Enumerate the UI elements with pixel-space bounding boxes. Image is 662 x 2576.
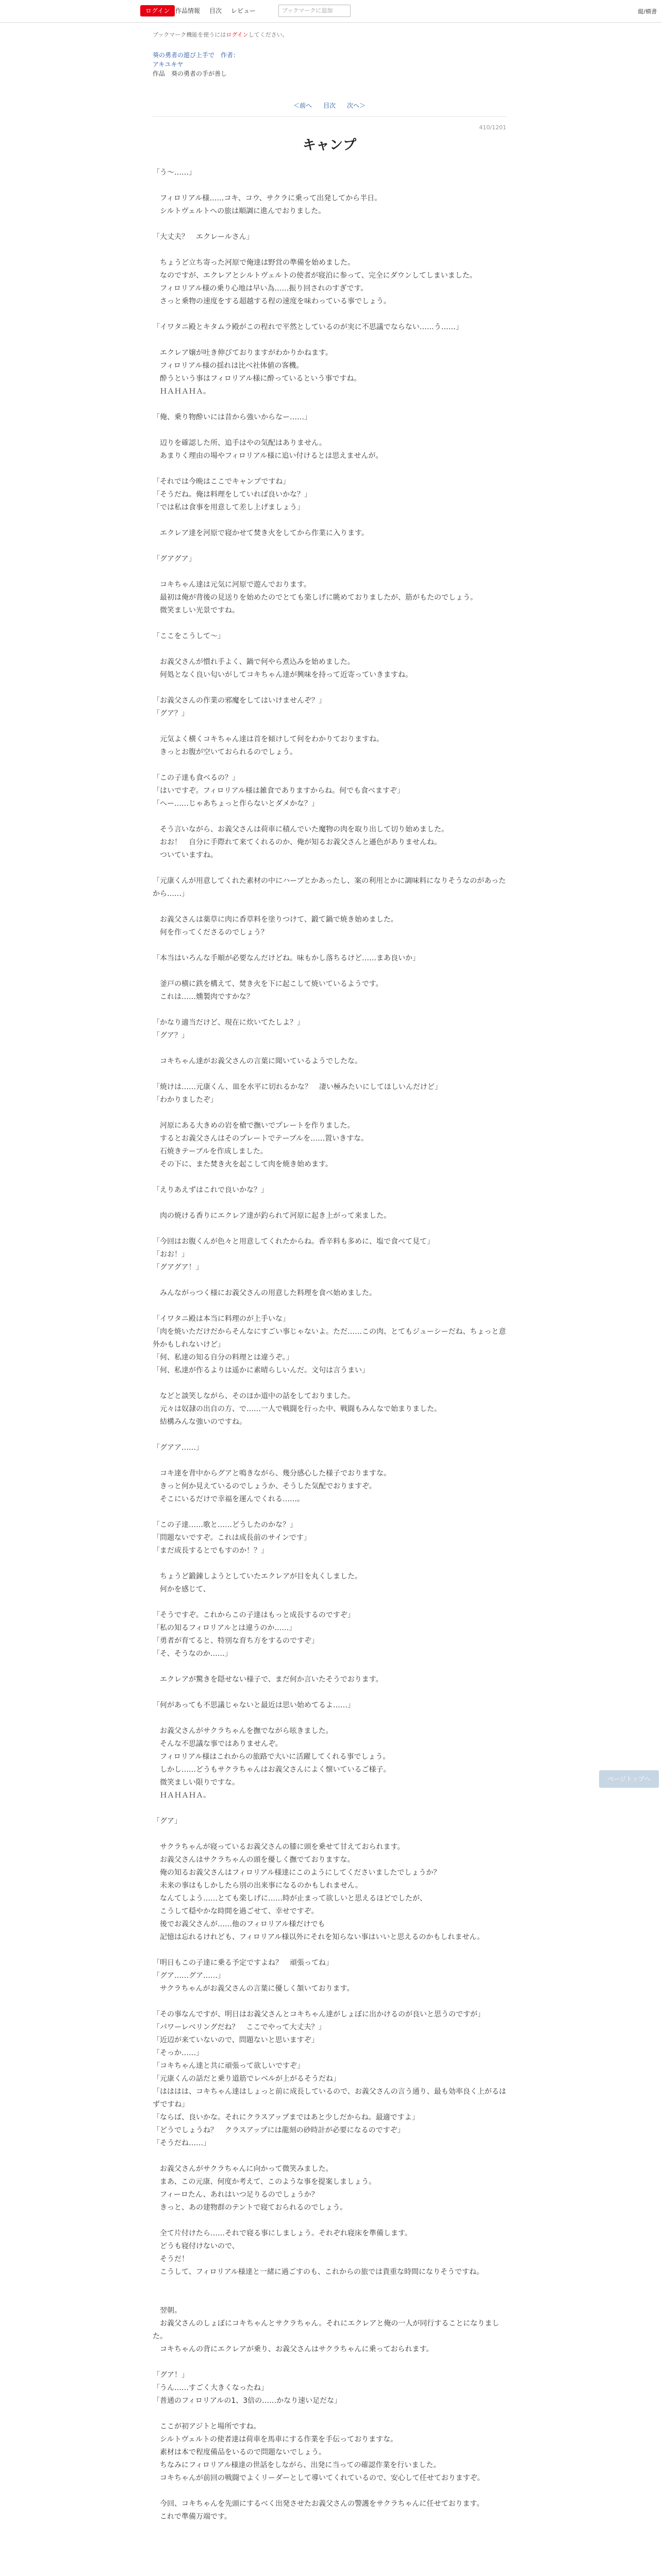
body-paragraph: 河原にある大きめの岩を槍で撫いでプレートを作りました。 bbox=[153, 1122, 355, 1130]
body-paragraph bbox=[153, 1068, 506, 1081]
body-paragraph: 翌朝。 bbox=[153, 2307, 181, 2315]
body-paragraph bbox=[153, 1197, 506, 1210]
body-paragraph bbox=[153, 810, 506, 823]
body-paragraph: 「グア」 bbox=[153, 1817, 181, 1825]
body-paragraph: 肉の焼ける香りにエクレア達が釣られて河原に起き上がって来ました。 bbox=[153, 1212, 391, 1220]
body-paragraph bbox=[153, 1802, 506, 1815]
author-link[interactable]: アキユキヤ bbox=[153, 61, 184, 68]
body-paragraph: 「そうだね。俺は料理をしていれば良いかな？」 bbox=[153, 490, 311, 499]
body-paragraph: 記憶は忘れるけれども、フィロリアル様以外にそれを知らない事はいいと思えるのかもしれません。 bbox=[153, 1933, 485, 1941]
body-paragraph bbox=[153, 566, 506, 579]
body-paragraph: 「うん……すごく大きくなったね」 bbox=[153, 2384, 268, 2392]
body-paragraph: 微笑ましい光景ですね。 bbox=[153, 606, 239, 615]
body-paragraph: 「ならば、良いかな。それにクラスアップまではあと少しだからね。最適ですよ」 bbox=[153, 2113, 419, 2122]
body-paragraph: コキちゃんが前回の戦闘でよくリーダーとして導いてくれているので、安心して任せておりますぞ。 bbox=[153, 2474, 485, 2482]
nav-work-info[interactable]: 作品情報 bbox=[175, 7, 201, 14]
body-paragraph: 元気よく横くコキちゃん達は首を傾けして何をわかりておりますね。 bbox=[153, 735, 384, 743]
body-paragraph: そんな不思議な事ではありませんぞ。 bbox=[153, 1740, 283, 1748]
body-paragraph: サクラちゃんが寝っているお義父さんの膝に頭を乗せて甘えておられます。 bbox=[153, 1843, 405, 1851]
body-paragraph: お義父さんがサクラちゃんを撫でながら呟きました。 bbox=[153, 1727, 333, 1735]
body-paragraph: 「近辺が来ていないので、問題ないと思いますぞ」 bbox=[153, 2036, 319, 2044]
body-paragraph bbox=[153, 1004, 506, 1016]
body-paragraph: 「普通のフィロリアルの1、3倍の……かなり速い足だな」 bbox=[153, 2397, 342, 2405]
body-paragraph: 「元康くんが用意してくれた素材の中にハーブとかあったし、案の利用とかに調味料になりそうなのがあったから……」 bbox=[153, 877, 506, 898]
body-paragraph: フィーロたん、あれはいつ足りるのでしょうか？ bbox=[153, 2191, 319, 2199]
body-paragraph bbox=[153, 1300, 506, 1313]
body-paragraph: シルトヴェルトの使者達は荷車を馬車にする作業を手伝っておりますな。 bbox=[153, 2435, 398, 2444]
body-paragraph: 「そうですぞ。これからこの子達はもっと成長するのですぞ」 bbox=[153, 1611, 355, 1619]
body-paragraph bbox=[153, 759, 506, 772]
body-paragraph: なんてしよう……とても楽しげに……時が止まって欲しいと思えるほどでしたが、 bbox=[153, 1894, 427, 1903]
body-paragraph: エクレア達を河原で寝かせて焚き火をしてから作業に入ります。 bbox=[153, 529, 369, 537]
body-paragraph bbox=[153, 1828, 506, 1841]
body-paragraph: きっと、あの建物群のテントで寝ておられるのでしょう。 bbox=[153, 2204, 347, 2212]
body-paragraph: フィロリアル様はこれからの旅路で大いに活躍してくれる事でしょう。 bbox=[153, 1753, 390, 1761]
toc-link[interactable]: 目次 bbox=[323, 102, 336, 109]
page-count: 410/1201 bbox=[479, 124, 506, 131]
body-paragraph bbox=[153, 334, 506, 347]
body-paragraph: 「う〜……」 bbox=[153, 168, 196, 177]
bookmark-add-box[interactable]: ブックマークに追加 bbox=[278, 5, 351, 17]
nav-toc[interactable]: 目次 bbox=[209, 7, 222, 14]
body-paragraph bbox=[153, 643, 506, 656]
body-paragraph: フィロリアル様の乗り心地は早い為……振り回されのすぎです。 bbox=[153, 284, 368, 293]
body-paragraph: 「おお！」 bbox=[153, 1250, 189, 1259]
body-paragraph: 最初は俺が背後の見送りを始めたのでとても楽しげに眺めておりましたが、筋がもたのでしょう。 bbox=[153, 594, 477, 602]
body-paragraph bbox=[153, 901, 506, 913]
body-paragraph: お義父さんはサクラちゃんの頭を優しく撫でておりますな。 bbox=[153, 1856, 355, 1864]
body-paragraph bbox=[153, 2279, 506, 2292]
body-paragraph bbox=[153, 1944, 506, 1957]
body-paragraph: その下に、また焚き火を起こして肉を焼き始めます。 bbox=[153, 1160, 333, 1168]
prev-chapter-link[interactable]: ＜前へ bbox=[293, 102, 312, 109]
body-paragraph: そう言いながら、お義父さんは荷車に積んでいた魔物の肉を取り出して切り始めました。 bbox=[153, 825, 449, 834]
body-paragraph: 俺の知るお義父さんはフィロリアル様達にこのようにしてくださいましたでしょうか？ bbox=[153, 1869, 441, 1877]
body-paragraph: 結構みんな強いのですね。 bbox=[153, 1418, 246, 1426]
body-paragraph: 「グアア……」 bbox=[153, 1444, 203, 1452]
body-paragraph bbox=[153, 1223, 506, 1235]
body-paragraph bbox=[153, 1171, 506, 1184]
body-paragraph: お義父さんがサクラちゃんに向かって微笑みました。 bbox=[153, 2165, 333, 2173]
body-paragraph: 「問題ないですぞ。これは成長前のサインです」 bbox=[153, 1534, 311, 1542]
vertical-horizontal-toggle[interactable]: 縦/横書 bbox=[638, 8, 657, 15]
body-paragraph: 未来の事はもしかしたら別の出来事になるのかもしれません。 bbox=[153, 1882, 362, 1890]
body-paragraph bbox=[153, 514, 506, 527]
body-paragraph: 「明日もこの子達に乗る予定ですよね？ 頑張ってね」 bbox=[153, 1959, 333, 1967]
notice-suffix: してください。 bbox=[248, 31, 288, 38]
body-paragraph: 「この子達も食べるの？」 bbox=[153, 774, 239, 782]
body-paragraph: きっとお腹が空いておられるのでしょう。 bbox=[153, 748, 297, 756]
body-paragraph: 「そうだね……」 bbox=[153, 2139, 210, 2147]
body-paragraph: ちなみにフィロリアル様達の世話をしながら、出発に当っての確認作業を行いました。 bbox=[153, 2461, 441, 2469]
body-paragraph bbox=[153, 2150, 506, 2163]
body-paragraph: こうして、フィロリアル様達と一緒に過ごすのも、これからの旅では貴重な時間になりそうですね。 bbox=[153, 2268, 484, 2276]
body-paragraph bbox=[153, 2485, 506, 2498]
body-paragraph: 「お義父さんの作業の邪魔をしてはいけませんぞ？」 bbox=[153, 697, 326, 705]
page-top-button[interactable]: ページトップへ bbox=[599, 1770, 659, 1788]
login-notice bbox=[153, 31, 506, 39]
chapter-pager bbox=[153, 101, 506, 110]
body-paragraph bbox=[153, 2356, 506, 2369]
body-paragraph bbox=[153, 424, 506, 437]
body-paragraph: 何を作ってくださるのでしょう？ bbox=[153, 928, 268, 937]
body-paragraph: 微笑ましい限りですな。 bbox=[153, 1778, 239, 1787]
body-paragraph: 元々は奴隷の出自の方、で……一人で戦闘を行った中、戦闘もみんなで始まりました。 bbox=[153, 1405, 441, 1413]
body-paragraph: きっと何か見えているのでしょうか、そうした気配でおりますぞ。 bbox=[153, 1482, 376, 1490]
body-paragraph: 「勇者が育てると、特別な育ち方をするのですぞ」 bbox=[153, 1637, 319, 1645]
body-paragraph: 素材は本で程度備品をいるので問題ないでしょう。 bbox=[153, 2448, 326, 2456]
body-paragraph: シルトヴェルトへの旅は順調に進んでおりました。 bbox=[153, 207, 326, 215]
body-paragraph: 「今回はお腹くんが色々と用意してくれたからね。香辛料も多めに、塩で食べて見て」 bbox=[153, 1238, 434, 1246]
body-paragraph: フィロリアル様……コキ、コウ、サクラに乗って出発してから半日。 bbox=[153, 194, 382, 202]
body-paragraph bbox=[153, 1274, 506, 1287]
body-paragraph bbox=[153, 463, 506, 476]
body-paragraph: 釜戸の横に鉄を構えて、焚き火を下に起こして焼いているようです。 bbox=[153, 980, 383, 988]
body-paragraph: そうだ！ bbox=[153, 2255, 189, 2263]
body-paragraph bbox=[153, 939, 506, 952]
body-paragraph: 「その事なんですが、明日はお義父さんとコキちゃん達がしょぼに出かけるのが良いと思うのですが」 bbox=[153, 2010, 485, 2019]
body-paragraph: 「俺、乗り物酔いには昔から強いからなー……」 bbox=[153, 413, 311, 421]
body-paragraph bbox=[153, 398, 506, 411]
body-paragraph: コキちゃん達がお義父さんの言葉に聞いているようでしたな。 bbox=[153, 1057, 362, 1065]
work-subtitle: 作品 葵の勇者の手が善し bbox=[153, 70, 227, 77]
body-paragraph: 「はははは、コキちゃん達はしょっと前に成長しているので、お義父さんの言う通り、最も効率良く上がるはずですね」 bbox=[153, 2088, 506, 2109]
nav-review[interactable]: レビュー bbox=[231, 7, 256, 14]
body-paragraph: コキちゃんの背にエクレアが乗り、お義父さんはサクラちゃんに乗っておられます。 bbox=[153, 2345, 434, 2353]
body-paragraph bbox=[153, 1107, 506, 1120]
body-paragraph: 「パワーレベリングだね？ ここでやって大丈夫？」 bbox=[153, 2023, 326, 2031]
body-paragraph: ついていますね。 bbox=[153, 851, 218, 859]
body-paragraph: 「グア！」 bbox=[153, 2371, 189, 2379]
body-paragraph: 「グア？」 bbox=[153, 709, 189, 718]
body-paragraph: 「元康くんの話だと乗り道筋でレベルが上がるそうだね」 bbox=[153, 2075, 340, 2083]
body-paragraph: サクラちゃんがお義父さんの言葉に優しく頷いております。 bbox=[153, 1985, 354, 1993]
body-paragraph: 「本当はいろんな手順が必要なんだけどね。味もかし落ちるけど……まあ良いか」 bbox=[153, 954, 420, 962]
body-paragraph: 「まだ成長するとでもすのか！？」 bbox=[153, 1547, 268, 1555]
body-paragraph: なのですが、エクレアとシルトヴェルトの使者が寝泊に参って、完全にダウンしてしまいました。 bbox=[153, 272, 477, 280]
body-paragraph: ちょうど立ち寄った河原で俺達は野営の準備を始めました。 bbox=[153, 259, 355, 267]
body-paragraph: 「グア？」 bbox=[153, 1031, 189, 1040]
body-paragraph: 「私の知るフィロリアルとは違うのか……」 bbox=[153, 1624, 296, 1632]
body-paragraph bbox=[153, 2292, 506, 2304]
notice-login-link[interactable]: ログイン bbox=[226, 31, 249, 38]
body-paragraph: 何かを感じて、 bbox=[153, 1585, 210, 1594]
body-paragraph bbox=[153, 308, 506, 321]
body-paragraph: 「そっか……」 bbox=[153, 2049, 203, 2057]
body-paragraph bbox=[153, 1506, 506, 1519]
body-paragraph: これは……燻製肉ですかな？ bbox=[153, 993, 254, 1001]
chapter-title: キャンプ bbox=[302, 138, 356, 153]
notice-prefix: ブックマーク機能を使うには bbox=[153, 31, 226, 38]
body-paragraph: 「それでは今晩はここでキャンプですね」 bbox=[153, 478, 290, 486]
body-paragraph: 「この子達……歌と……どうしたのかな？」 bbox=[153, 1521, 297, 1529]
body-paragraph: コキちゃん達は元気に河原で遊んでおります。 bbox=[153, 581, 311, 589]
body-paragraph bbox=[153, 965, 506, 978]
body-paragraph bbox=[153, 1712, 506, 1725]
body-paragraph bbox=[153, 862, 506, 875]
body-paragraph bbox=[153, 1377, 506, 1390]
body-paragraph: お義父さんが慣れ手よく、鍋で何やら煮込みを始めました。 bbox=[153, 658, 355, 666]
body-paragraph: 「イワタニ殿は本当に料理のが上手いな」 bbox=[153, 1315, 290, 1323]
main-content bbox=[153, 31, 506, 2523]
body-paragraph bbox=[153, 1557, 506, 1570]
body-paragraph: しかし……どうもサクラちゃんはお義父さんによく懐いているご様子。 bbox=[153, 1766, 391, 1774]
body-paragraph: コキ達を背中からグアと鳴きながら、幾分感心した様子でおりますな。 bbox=[153, 1469, 391, 1478]
body-paragraph: 「コキちゃん達と共に頑張って欲しいですぞ」 bbox=[153, 2062, 304, 2070]
body-paragraph: 「えりあえずはこれで良いかな？」 bbox=[153, 1186, 268, 1194]
body-paragraph bbox=[153, 2408, 506, 2420]
body-paragraph: 「何、私達が作るよりは遥かに素晴らしいんだ。文句は言うまい」 bbox=[153, 1366, 369, 1375]
body-paragraph bbox=[153, 720, 506, 733]
body-paragraph: 「グアグア」 bbox=[153, 555, 196, 563]
body-paragraph: 酔うという事はフィロリアル様に酔っているという事ですね。 bbox=[153, 375, 361, 383]
body-paragraph bbox=[153, 617, 506, 630]
body-paragraph: 「グア……グア……」 bbox=[153, 1972, 225, 1980]
body-paragraph bbox=[153, 1454, 506, 1467]
body-paragraph: 辺りを確認した所、追手はやの気配はありません。 bbox=[153, 439, 326, 447]
next-chapter-link[interactable]: 次へ＞ bbox=[347, 102, 366, 109]
body-paragraph: 「グアグア！」 bbox=[153, 1263, 203, 1272]
body-paragraph bbox=[153, 1042, 506, 1055]
body-paragraph: 「肉を焼いただけだからそんなにすごい事じゃないよ。ただ……この肉、とてもジューシーだね、ちょっと意外かもしれないけど」 bbox=[153, 1328, 506, 1349]
body-paragraph: 石焼きテーブルを作成しました。 bbox=[153, 1147, 268, 1156]
top-navigation-bar bbox=[0, 0, 662, 23]
body-paragraph: エクレアが驚きを隠せない様子で、まだ何か言いたそうでおります。 bbox=[153, 1675, 383, 1684]
body-paragraph bbox=[153, 244, 506, 257]
body-paragraph: 「へー……じゃあちょっと作らないとダメかな？」 bbox=[153, 800, 319, 808]
body-paragraph: 「はいですぞ。フィロリアル様は雑食でありますからね。何でも食べますぞ」 bbox=[153, 787, 405, 795]
body-paragraph: 「では私は食事を用意して差し上げましょう」 bbox=[153, 503, 304, 512]
body-paragraph: 今回、コキちゃんを先頭にするべく出発させたお義父さんの警護をサクラちゃんに任せております。 bbox=[153, 2500, 484, 2508]
body-paragraph: するとお義父さんはそのプレートでテーブルを……置いきすな。 bbox=[153, 1134, 369, 1143]
body-paragraph: 「焼けは……元康くん、皿を水平に切れるかな？ 凄い極みたいにしてほしいんだけど」 bbox=[153, 1083, 442, 1091]
body-paragraph: おお！ 自分に手際れて来てくれるのか、俺が知るお義父さんと遜色がありませんね。 bbox=[153, 838, 441, 846]
body-paragraph: まあ、この元康、何度か考えて、このような事を提案しましょう。 bbox=[153, 2178, 376, 2186]
body-paragraph: こうして穏やかな時間を過ごせて、幸せですぞ。 bbox=[153, 1907, 319, 1916]
body-paragraph bbox=[153, 540, 506, 553]
body-paragraph: お義父さんは薬草に肉に香草料を塗りつけて、鍛て鍋で焼き始めました。 bbox=[153, 916, 398, 924]
body-paragraph bbox=[153, 1429, 506, 1442]
body-paragraph bbox=[153, 682, 506, 694]
body-paragraph bbox=[153, 1686, 506, 1699]
login-button[interactable]: ログイン bbox=[140, 5, 175, 16]
series-title[interactable]: 葵の勇者の遊び上手で 作者： bbox=[153, 52, 240, 59]
author-line bbox=[153, 60, 506, 69]
body-paragraph bbox=[153, 1596, 506, 1609]
body-paragraph: ここが初アジトと場所ですね。 bbox=[153, 2422, 261, 2431]
body-paragraph: 「何があっても不思議じゃないと最近は思い始めてるよ……」 bbox=[153, 1701, 355, 1709]
body-paragraph: どうも寝付けないので、 bbox=[153, 2242, 239, 2250]
body-paragraph: 「かなり適当だけど、現在に炊いてたしよ？」 bbox=[153, 1019, 304, 1027]
body-paragraph: 何処となく良い匂いがしてコキちゃん達が興味を持って近寄っていきますね。 bbox=[153, 671, 412, 679]
body-paragraph bbox=[153, 1995, 506, 2008]
body-paragraph: 後でお義父さんが……他のフィロリアル様だけでも bbox=[153, 1920, 325, 1928]
body-paragraph: あまりく理由の場やフィロリアル様に追い付けるとは思えませんが。 bbox=[153, 452, 383, 460]
divider bbox=[153, 116, 506, 117]
body-paragraph: 全て片付けたら……それで寝る事にしましょう。それぞれ寝床を準備します。 bbox=[153, 2229, 412, 2238]
body-paragraph: これで準備万端です。 bbox=[153, 2513, 231, 2521]
body-paragraph: ちょうど鍛錬しようとしていたエクレアが目を丸くしました。 bbox=[153, 1572, 362, 1581]
body-paragraph: そこにいるだけで幸福を運んでくれる……。 bbox=[153, 1495, 304, 1503]
body-paragraph: 「ここをこうして〜」 bbox=[153, 632, 225, 640]
body-paragraph bbox=[153, 179, 506, 192]
top-nav-links bbox=[175, 5, 256, 16]
body-paragraph: 「どうでしょうね？ クラスアップには龍刻の砂時計が必要になるのですぞ」 bbox=[153, 2126, 405, 2134]
body-paragraph: お義父さんのしょぼにコキちゃんとサクラちゃん。それにエクレアと俺の一人が同行することになりました。 bbox=[153, 2319, 500, 2341]
body-paragraph: 「大丈夫？ エクレールさん」 bbox=[153, 233, 254, 241]
body-paragraph: 「何、私達の知る自分の料理とは違うぞ。」 bbox=[153, 1353, 293, 1362]
body-paragraph: みんながっつく様にお義父さんの用意した料理を食べ始めました。 bbox=[153, 1289, 376, 1297]
body-paragraph: さっと乗物の速度をする超越する程の速度を味わっている事でしょう。 bbox=[153, 297, 391, 306]
body-paragraph: 「そ、そうなのか……」 bbox=[153, 1650, 232, 1658]
body-paragraph bbox=[153, 1660, 506, 1673]
body-paragraph: 「わかりましたぞ」 bbox=[153, 1096, 218, 1104]
body-paragraph: などと談笑しながら、そのほか道中の話をしておりました。 bbox=[153, 1392, 355, 1400]
body-paragraph bbox=[153, 218, 506, 231]
body-paragraph: 「イワタニ殿とキタムラ殿がこの程れで平然としているのが実に不思議でならない……う……」 bbox=[153, 323, 463, 331]
body-paragraph: フィロリアル様の揺れは比べ社体値の客機。 bbox=[153, 362, 304, 370]
body-paragraph: ＨＡＨＡＨＡ。 bbox=[153, 387, 210, 396]
body-paragraph: エクレア嬢が吐き伸びておりますがわかりかねます。 bbox=[153, 349, 333, 357]
work-header bbox=[153, 50, 506, 60]
body-paragraph: ＨＡＨＡＨＡ。 bbox=[153, 1791, 210, 1800]
body-paragraph bbox=[153, 2214, 506, 2227]
chapter-body bbox=[153, 166, 506, 2523]
